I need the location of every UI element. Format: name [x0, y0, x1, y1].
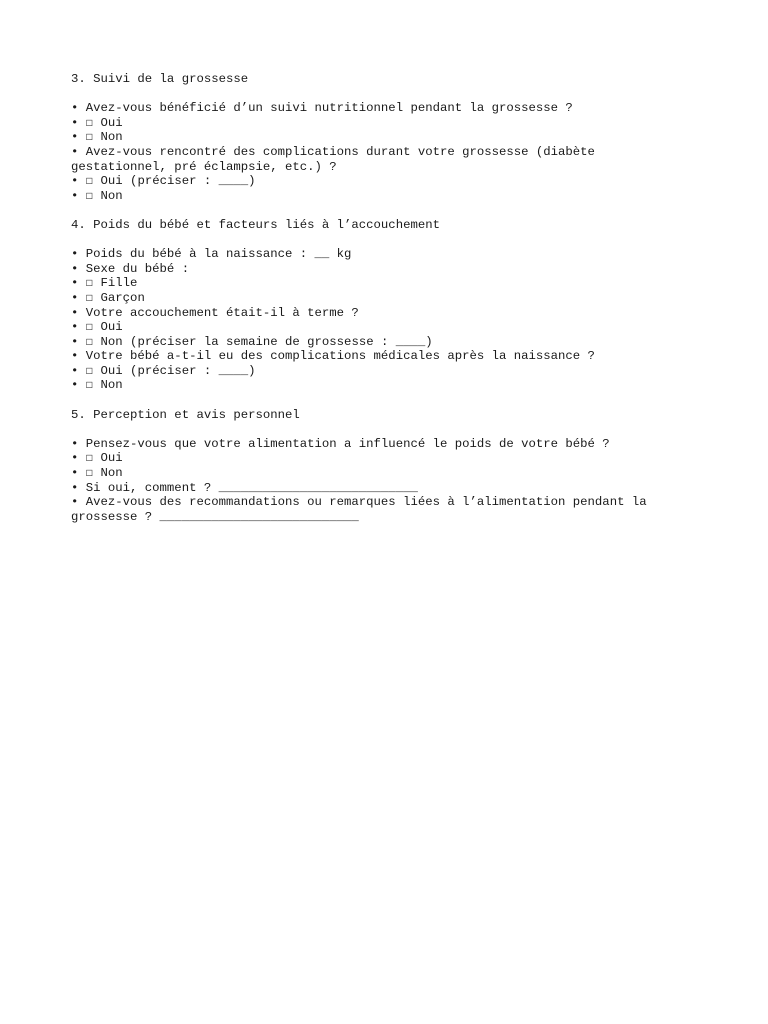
option-fille: • ☐ Fille: [71, 276, 138, 291]
spacer: [71, 393, 691, 408]
option-non: • ☐ Non: [71, 378, 123, 393]
spacer: [71, 233, 691, 248]
spacer: [71, 87, 691, 102]
question-complications-bebe: • Votre bébé a-t-il eu des complications médicales après la naissance ?: [71, 349, 595, 364]
option-oui: • ☐ Oui: [71, 451, 123, 466]
option-oui: • ☐ Oui: [71, 320, 123, 335]
spacer: [71, 203, 691, 218]
question-poids-naissance: • Poids du bébé à la naissance : __ kg: [71, 247, 352, 262]
document-page: [71, 72, 691, 524]
question-suivi-nutritionnel: • Avez-vous bénéficié d’un suivi nutritionnel pendant la grossesse ?: [71, 101, 573, 116]
question-influence-alimentation: • Pensez-vous que votre alimentation a influencé le poids de votre bébé ?: [71, 436, 610, 451]
option-non: • ☐ Non: [71, 188, 123, 203]
section-suivi-grossesse: [71, 72, 691, 203]
option-non: • ☐ Non: [71, 130, 123, 145]
section-perception-avis: [71, 408, 691, 525]
option-garcon: • ☐ Garçon: [71, 290, 145, 305]
section-heading: 5. Perception et avis personnel: [71, 407, 300, 422]
section-heading: 4. Poids du bébé et facteurs liés à l’accouchement: [71, 217, 440, 232]
section-heading: 3. Suivi de la grossesse: [71, 72, 249, 86]
question-si-oui-comment: • Si oui, comment ? ___________________________: [71, 480, 418, 495]
question-complications-grossesse: • Avez-vous rencontré des complications durant votre grossesse (diabète gestationnel, pré éclampsie, etc.) ?: [71, 144, 603, 174]
question-sexe-bebe: • Sexe du bébé :: [71, 261, 190, 276]
option-oui-preciser: • ☐ Oui (préciser : ____): [71, 363, 256, 378]
option-non-preciser-semaine: • ☐ Non (préciser la semaine de grossesse : ____): [71, 334, 433, 349]
spacer: [71, 422, 691, 437]
option-non: • ☐ Non: [71, 466, 123, 481]
section-poids-bebe: [71, 218, 691, 393]
question-recommandations: • Avez-vous des recommandations ou remarques liées à l’alimentation pendant la grossesse ? ___________________________: [71, 495, 654, 524]
option-oui: • ☐ Oui: [71, 115, 123, 130]
option-oui-preciser: • ☐ Oui (préciser : ____): [71, 174, 256, 189]
question-accouchement-terme: • Votre accouchement était-il à terme ?: [71, 305, 359, 320]
